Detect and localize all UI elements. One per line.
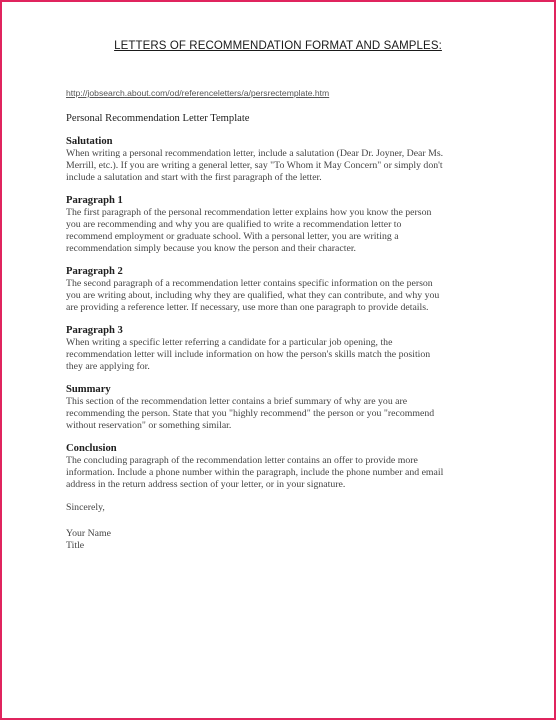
- section-salutation: [66, 136, 490, 184]
- letter-template-title: Personal Recommendation Letter Template: [66, 113, 250, 124]
- body-line: When writing a personal recommendation letter, include a salutation (Dear Dr. Joyner, Dear Ms.: [66, 148, 444, 159]
- section-heading: Paragraph 3: [66, 325, 123, 336]
- signature-name: Your Name: [66, 528, 111, 539]
- body-line: Merrill, etc.). If you are writing a general letter, say "To Whom it May Concern" or simply don't: [66, 160, 443, 171]
- section-body: [66, 148, 490, 184]
- body-line: recommending the person. State that you "highly recommend" the person or you "recommend: [66, 408, 435, 419]
- section-body: [66, 337, 490, 373]
- signature-title: Title: [66, 540, 85, 551]
- body-line: address in the return address section of your letter, or in your signature.: [66, 479, 346, 490]
- closing-salutation: Sincerely,: [66, 502, 105, 513]
- section-heading: Summary: [66, 384, 111, 395]
- section-summary: [66, 384, 490, 432]
- source-url-link[interactable]: http://jobsearch.about.com/od/referenceletters/a/persrectemplate.htm: [66, 88, 330, 98]
- section-heading: Salutation: [66, 136, 113, 147]
- body-line: recommendation letter will include information on how the person's skills match the position: [66, 349, 431, 360]
- body-line: information. Include a phone number within the paragraph, include the phone number and email: [66, 467, 444, 478]
- section-body: [66, 396, 490, 432]
- body-line: are providing a reference letter. If necessary, use more than one paragraph to provide details.: [66, 302, 429, 313]
- body-line: This section of the recommendation letter contains a brief summary of why are you are: [66, 396, 408, 407]
- section-paragraph-3: [66, 325, 490, 373]
- section-conclusion: [66, 443, 490, 491]
- body-line: The second paragraph of a recommendation letter contains specific information on the person: [66, 278, 433, 289]
- body-line: you are recommending and why you are qualified to write a recommendation letter to: [66, 219, 402, 230]
- document-title: LETTERS OF RECOMMENDATION FORMAT AND SAMPLES:: [114, 40, 442, 52]
- body-line: recommendation simply because you know the person and their character.: [66, 243, 356, 254]
- section-body: [66, 207, 490, 255]
- body-line: recommend employment or graduate school. With a personal letter, you are writing a: [66, 231, 399, 242]
- body-line: they are applying for.: [66, 361, 150, 372]
- section-heading: Paragraph 2: [66, 266, 123, 277]
- body-line: without reservation" or something similar.: [66, 420, 232, 431]
- letter-template: [66, 113, 490, 552]
- section-paragraph-2: [66, 266, 490, 314]
- section-heading: Conclusion: [66, 443, 117, 454]
- body-line: When writing a specific letter referring a candidate for a particular job opening, the: [66, 337, 393, 348]
- body-line: you are writing about, including why they are qualified, what they can contribute, and why you: [66, 290, 440, 301]
- section-heading: Paragraph 1: [66, 195, 123, 206]
- body-line: include a salutation and start with the first paragraph of the letter.: [66, 172, 322, 183]
- body-line: The concluding paragraph of the recommendation letter contains an offer to provide more: [66, 455, 418, 466]
- section-body: [66, 455, 490, 491]
- section-body: [66, 278, 490, 314]
- signature-block: [66, 528, 490, 552]
- section-paragraph-1: [66, 195, 490, 255]
- body-line: The first paragraph of the personal recommendation letter explains how you know the person: [66, 207, 432, 218]
